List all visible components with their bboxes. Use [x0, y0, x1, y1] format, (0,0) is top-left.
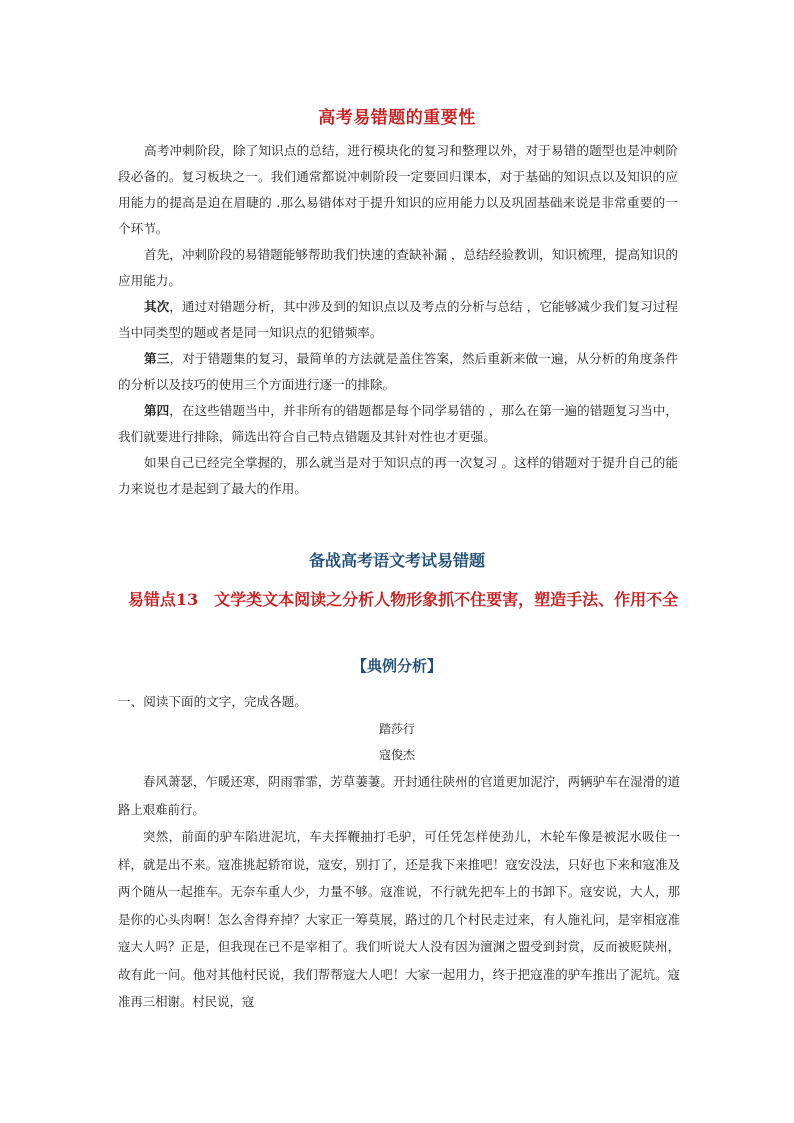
story-paragraph: 春风萧瑟，乍暖还寒，阴雨霏霏，芳草萋萋。开封通往陕州的官道更加泥泞，两辆驴车在湿滑的道路上艰难前行。	[118, 774, 680, 817]
section-label: 【典例分析】	[351, 657, 442, 675]
paragraph-body: ，通过对错题分析，其中涉及到的知识点以及考点的分析与总结 ，它能够减少我们复习过程当中同类型的题或者是同一知识点的犯错频率。	[118, 299, 679, 340]
question-prompt: 一、阅读下面的文字，完成各题。	[118, 694, 307, 709]
story-author: 寇俊杰	[378, 748, 415, 762]
paragraph-lead: 其次	[144, 299, 170, 314]
error-point-heading: 易错点13 文学类文本阅读之分析人物形象抓不住要害，塑造手法、作用不全	[127, 590, 679, 609]
story-paragraph: 突然，前面的驴车陷进泥坑，车夫挥鞭抽打毛驴，可任凭怎样使劲儿，木轮车像是被泥水吸住一样，就是出不来。寇准挑起轿帘说，寇安，别打了，还是我下来推吧！寇安没法，只好也下来和寇准及两个随从一起推车。无奈车重人少，力量不够。寇准说，不行就先把车上的书卸下。寇安说，大人，那是你的心头肉啊！怎么舍得弃掉？大家正一筹莫展，路过的几个村民走过来，有人施礼问，是宰相寇准寇大人吗？正是，但我现在已不是宰相了。我们听说大人没有因为澶渊之盟受到封赏，反而被贬陕州，故有此一问。他对其他村民说，我们帮帮寇大人吧！大家一起用力，终于把寇准的驴车推出了泥坑。寇准再三相谢。村民说，寇	[118, 829, 680, 1009]
page-title: 高考易错题的重要性	[318, 108, 476, 128]
story-text	[118, 768, 680, 1016]
intro-paragraph	[118, 398, 678, 450]
paragraph-lead: 第三	[144, 351, 170, 366]
intro-paragraph: 首先，冲刺阶段的易错题能够帮助我们快速的查缺补漏 ，总结经验教训，知识梳理，提高知识的应用能力。	[118, 247, 678, 288]
intro-section	[118, 138, 678, 502]
intro-paragraph	[118, 346, 678, 398]
exam-heading: 备战高考语文考试易错题	[308, 551, 485, 570]
paragraph-body: ，对于错题集的复习，最简单的方法就是盖住答案，然后重新来做一遍，从分析的角度条件的分析以及技巧的使用三个方面进行逐一的排除。	[118, 351, 679, 392]
intro-paragraph: 如果自己已经完全掌握的，那么就当是对于知识点的再一次复习 。这样的错题对于提升自己的能力来说也才是起到了最大的作用。	[118, 455, 678, 496]
paragraph-lead: 第四	[144, 403, 170, 418]
intro-paragraph	[118, 294, 678, 346]
story-title: 踏莎行	[378, 722, 415, 736]
intro-paragraph: 高考冲刺阶段，除了知识点的总结，进行模块化的复习和整理以外，对于易错的题型也是冲刺阶段必备的。复习板块之一。我们通常都说冲刺阶段一定要回归课本，对于基础的知识点以及知识的应用能力的提高是迫在眉睫的 .那么易错体对于提升知识的应用能力以及巩固基础来说是非常重要的一个环节。	[118, 143, 678, 236]
paragraph-body: ，在这些错题当中，并非所有的错题都是每个同学易错的 ，那么在第一遍的错题复习当中，我们就要进行排除，筛选出符合自己特点错题及其针对性也才更强。	[118, 403, 679, 444]
